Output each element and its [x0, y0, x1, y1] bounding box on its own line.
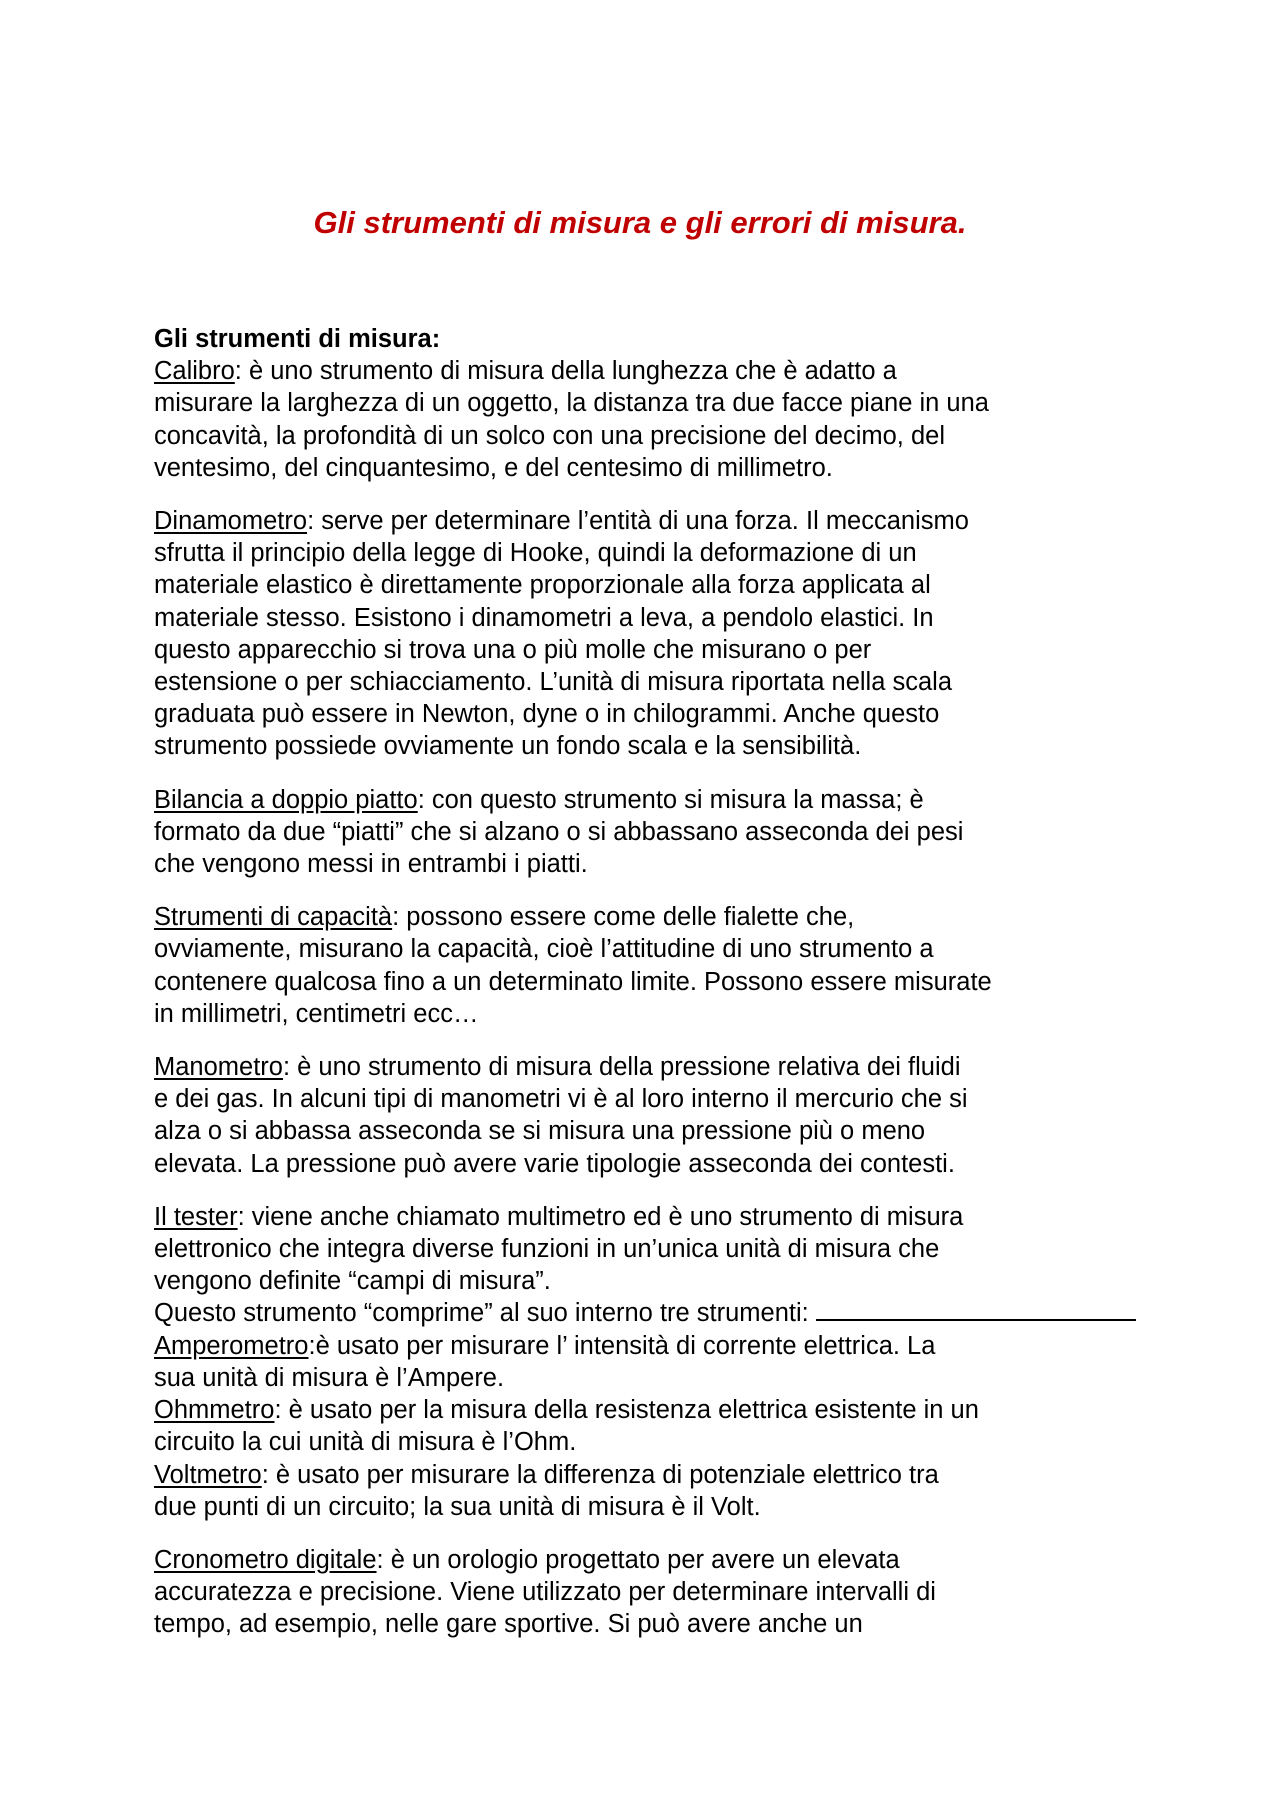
paragraph-line: in millimetri, centimetri ecc… [154, 999, 479, 1028]
term-ohmmetro: Ohmmetro [154, 1396, 275, 1425]
fill-in-blank-line [816, 1297, 1136, 1321]
definition-text: : con questo strumento si misura la massa; è [417, 785, 924, 814]
paragraph-line [154, 1459, 1280, 1491]
paragraph-line [154, 1297, 1280, 1329]
term-voltmetro: Voltmetro [154, 1460, 262, 1489]
paragraph-line: che vengono messi in entrambi i piatti. [154, 850, 588, 879]
paragraph-line: ovviamente, misurano la capacità, cioè l’attitudine di uno strumento a [154, 935, 934, 964]
document-title: Gli strumenti di misura e gli errori di misura. [313, 205, 967, 240]
paragraph-line [154, 1051, 1280, 1083]
paragraph-bilancia [154, 784, 1280, 881]
paragraph-line: due punti di un circuito; la sua unità di misura è il Volt. [154, 1492, 761, 1521]
document-body [154, 323, 1280, 1662]
paragraph-line: ventesimo, del cinquantesimo, e del centesimo di millimetro. [154, 453, 833, 482]
term-tester: Il tester [154, 1202, 238, 1231]
paragraph-manometro [154, 1051, 1280, 1180]
definition-text: : è usato per la misura della resistenza elettrica esistente in un [274, 1396, 979, 1425]
paragraph-line: materiale stesso. Esistono i dinamometri a leva, a pendolo elastici. In [154, 603, 934, 632]
definition-text: : è uno strumento di misura della lunghezza che è adatto a [234, 357, 897, 386]
paragraph-line: tempo, ad esempio, nelle gare sportive. Si può avere anche un [154, 1610, 863, 1639]
tester-intro: Questo strumento “comprime” al suo interno tre strumenti: [154, 1299, 816, 1328]
paragraph-line: alza o si abbassa asseconda se si misura una pressione più o meno [154, 1117, 926, 1146]
paragraph-cronometro [154, 1544, 1280, 1641]
term-calibro: Calibro [154, 357, 235, 386]
paragraph-line: sfrutta il principio della legge di Hooke, quindi la deformazione di un [154, 539, 917, 568]
paragraph-line: e dei gas. In alcuni tipi di manometri vi è al loro interno il mercurio che si [154, 1085, 968, 1114]
paragraph-tester [154, 1201, 1280, 1523]
term-bilancia: Bilancia a doppio piatto [154, 785, 418, 814]
term-amperometro: Amperometro [154, 1331, 309, 1360]
paragraph-line [154, 1544, 1280, 1576]
paragraph-line [154, 1394, 1280, 1426]
term-manometro: Manometro [154, 1053, 283, 1082]
term-cronometro: Cronometro digitale [154, 1545, 377, 1574]
definition-text: : possono essere come delle fialette che, [392, 903, 855, 932]
paragraph-dinamometro [154, 505, 1280, 763]
paragraph-line: accuratezza e precisione. Viene utilizzato per determinare intervalli di [154, 1578, 936, 1607]
paragraph-line: estensione o per schiacciamento. L’unità di misura riportata nella scala [154, 668, 953, 697]
paragraph-line [154, 1201, 1280, 1233]
paragraph-line [154, 505, 1280, 537]
paragraph-line: graduata può essere in Newton, dyne o in chilogrammi. Anche questo [154, 700, 940, 729]
paragraph-line: sua unità di misura è l’Ampere. [154, 1363, 505, 1392]
definition-text: : è usato per misurare la differenza di potenziale elettrico tra [261, 1460, 939, 1489]
paragraph-line: vengono definite “campi di misura”. [154, 1267, 551, 1296]
section-instruments [154, 323, 1280, 484]
definition-text: :è usato per misurare l’ intensità di corrente elettrica. La [308, 1331, 936, 1360]
paragraph-capacita [154, 901, 1280, 1030]
definition-text: : viene anche chiamato multimetro ed è uno strumento di misura [237, 1202, 964, 1231]
paragraph-line [154, 1330, 1280, 1362]
definition-text: : è un orologio progettato per avere un elevata [376, 1545, 900, 1574]
term-capacita: Strumenti di capacità [154, 903, 393, 932]
paragraph-line: questo apparecchio si trova una o più molle che misurano o per [154, 635, 872, 664]
paragraph-line [154, 355, 1280, 387]
paragraph-line: formato da due “piatti” che si alzano o si abbassano asseconda dei pesi [154, 817, 964, 846]
paragraph-line [154, 901, 1280, 933]
paragraph-line: materiale elastico è direttamente proporzionale alla forza applicata al [154, 571, 931, 600]
paragraph-line: strumento possiede ovviamente un fondo scala e la sensibilità. [154, 732, 862, 761]
paragraph-line: circuito la cui unità di misura è l’Ohm. [154, 1428, 577, 1457]
paragraph-line [154, 784, 1280, 816]
paragraph-line: contenere qualcosa fino a un determinato limite. Possono essere misurate [154, 967, 992, 996]
definition-text: : è uno strumento di misura della pressione relativa dei fluidi [282, 1053, 961, 1082]
paragraph-line: elevata. La pressione può avere varie tipologie asseconda dei contesti. [154, 1149, 955, 1178]
term-dinamometro: Dinamometro [154, 507, 308, 536]
paragraph-line: concavità, la profondità di un solco con una precisione del decimo, del [154, 421, 945, 450]
paragraph-line: misurare la larghezza di un oggetto, la distanza tra due facce piane in una [154, 389, 989, 418]
section-heading: Gli strumenti di misura: [154, 325, 441, 353]
paragraph-line: elettronico che integra diverse funzioni in un’unica unità di misura che [154, 1235, 940, 1264]
definition-text: : serve per determinare l’entità di una forza. Il meccanismo [307, 507, 969, 536]
